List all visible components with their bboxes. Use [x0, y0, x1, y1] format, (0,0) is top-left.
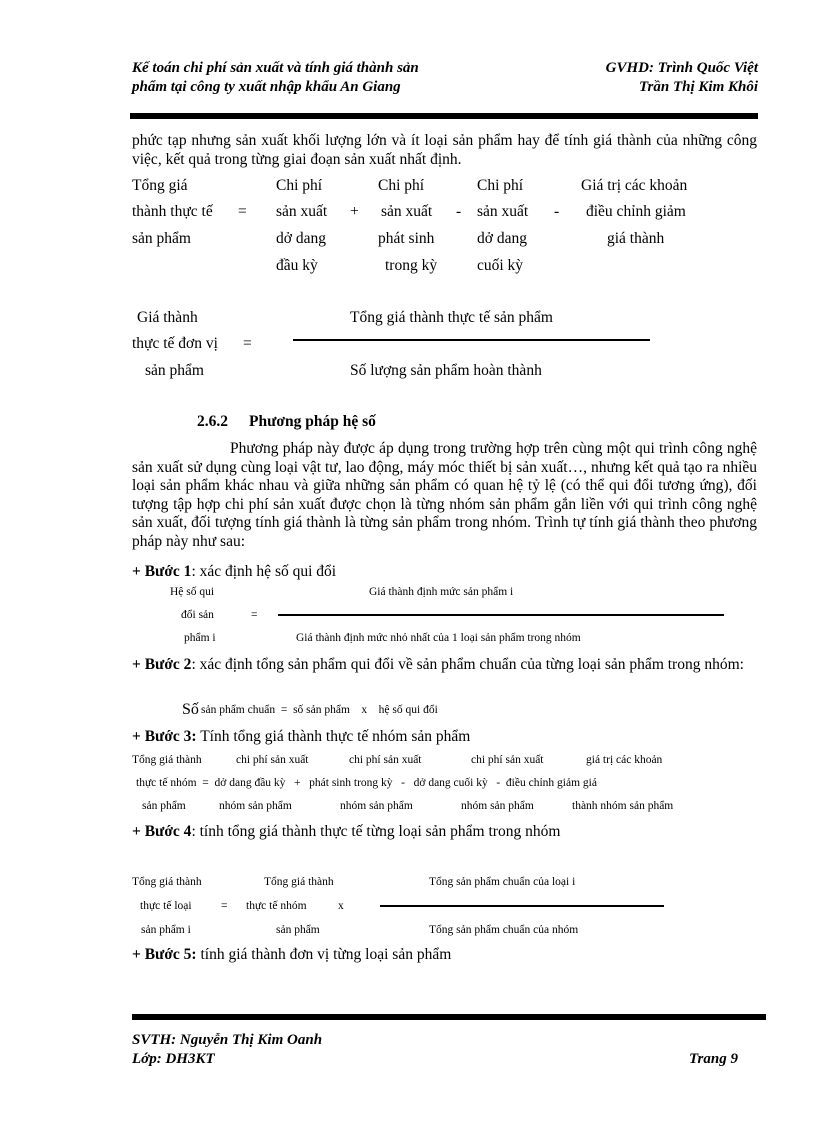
step2-heading — [132, 656, 757, 675]
step2-formula: sản phẩm chuẩn = số sản phẩm x hệ số qui đổi — [201, 704, 438, 716]
step5-text: tính giá thành đơn vị từng loại sản phẩm — [196, 946, 452, 963]
step4-mid-3: sản phẩm — [276, 924, 320, 936]
section-paragraph: Phương pháp này được áp dụng trong trường hợp trên cùng một qui trình công nghệ sản xuất sử dụng cùng loại vật tư, lao động, máy móc thiết bị sản xuất…, nhưng kết quả tạo ra nhiều loại sản phẩm khác nhau và giữa những sản phẩm có quan hệ tỷ lệ (có thể qui đổi tương ứng), đối tượng tập hợp chi phí sản xuất được chọn là từng nhóm sản phẩm gắn liền với qui trình công nghệ sản xuất, đối tượng tính giá thành là từng sản phẩm trong nhóm. Trình tự tính giá thành theo phương pháp này như sau: — [132, 440, 757, 550]
footer-rule — [132, 1014, 766, 1020]
header-supervisor-2: Trần Thị Kim Khôi — [638, 79, 758, 95]
formula1-col3-2: sản xuất — [477, 203, 529, 220]
step4-denominator: Tổng sản phẩm chuẩn của nhóm — [429, 924, 579, 936]
step4-mid-2: thực tế nhóm — [246, 900, 307, 912]
formula1-col3-3: dở dang — [477, 230, 527, 247]
step3-r1-c4: chi phí sản xuất — [471, 754, 544, 766]
formula1-col1-3: dở dang — [276, 230, 326, 247]
section-title: Phương pháp hệ số — [249, 413, 376, 430]
formula1-minus-2: - — [554, 203, 560, 220]
step3-r3-c5: thành nhóm sản phẩm — [572, 800, 674, 812]
formula1-plus: + — [350, 203, 359, 220]
step4-lhs-3: sản phẩm i — [141, 924, 191, 936]
step4-text: : tính tổng giá thành thực tế từng loại sản phẩm trong nhóm — [191, 823, 561, 840]
step3-r1-c3: chi phí sản xuất — [349, 754, 422, 766]
formula2-numerator: Tổng giá thành thực tế sản phẩm — [350, 309, 553, 326]
formula1-minus-1: - — [456, 203, 462, 220]
step1-text: : xác định hệ số qui đổi — [191, 563, 337, 580]
footer-page-number: Trang 9 — [688, 1051, 738, 1067]
section-number: 2.6.2 — [197, 413, 228, 430]
step1-label: + Bước 1 — [132, 563, 192, 580]
step4-lhs-2: thực tế loại — [140, 900, 192, 912]
step3-r3-c2: nhóm sản phẩm — [219, 800, 292, 812]
formula1-col3-1: Chi phí — [477, 177, 524, 194]
formula1-col2-3: phát sinh — [378, 230, 435, 247]
step1-lhs-1: Hệ số qui — [170, 586, 215, 598]
intro-paragraph: phức tạp nhưng sản xuất khối lượng lớn và ít loại sản phẩm hay để tính giá thành của những công việc, kết quả trong từng giai đoạn sản xuất nhất định. — [132, 132, 757, 168]
formula1-col1-2: sản xuất — [276, 203, 328, 220]
step3-text: Tính tổng giá thành thực tế nhóm sản phẩm — [196, 728, 471, 745]
step3-heading — [132, 728, 470, 746]
header-rule — [130, 113, 758, 119]
step5-label: + Bước 5: — [132, 946, 197, 963]
step1-lhs-2: đổi sản — [181, 609, 214, 621]
step3-row2: thực tế nhóm = dở dang đầu kỳ + phát sinh trong kỳ - dở dang cuối kỳ - điều chỉnh giảm giá — [136, 777, 597, 789]
step2-label: + Bước 2 — [132, 656, 192, 673]
step1-heading — [132, 563, 336, 581]
step4-mid-1: Tổng giá thành — [264, 876, 334, 888]
step4-numerator: Tổng sản phẩm chuẩn của loại i — [429, 876, 576, 888]
header-title-line2: phẩm tại công ty xuất nhập khẩu An Giang — [132, 79, 401, 95]
step1-fraction-line — [278, 614, 724, 616]
formula1-col1-4: đầu kỳ — [276, 257, 318, 274]
step3-r3-c4: nhóm sản phẩm — [461, 800, 534, 812]
formula1-col4-2: điều chỉnh giảm — [586, 203, 686, 220]
formula1-col4-3: giá thành — [607, 230, 665, 247]
step1-lhs-3: phẩm i — [184, 632, 216, 644]
step5-heading — [132, 946, 451, 964]
header-title-line1: Kế toán chi phí sản xuất và tính giá thành sản — [132, 60, 419, 76]
header-supervisor: GVHD: Trình Quốc Việt — [605, 60, 758, 76]
formula1-equals: = — [238, 203, 247, 220]
step3-r3-c3: nhóm sản phẩm — [340, 800, 413, 812]
formula1-col2-1: Chi phí — [378, 177, 425, 194]
formula1-col2-4: trong kỳ — [385, 257, 438, 274]
step4-label: + Bước 4 — [132, 823, 192, 840]
formula1-lhs-2: thành thực tế — [132, 203, 213, 220]
formula2-lhs-2: thực tế đơn vị — [132, 335, 218, 352]
footer-student: SVTH: Nguyễn Thị Kim Oanh — [132, 1032, 323, 1048]
step1-equals: = — [251, 609, 258, 621]
formula1-lhs-3: sản phẩm — [132, 230, 191, 247]
step1-numerator: Giá thành định mức sản phẩm i — [369, 586, 514, 598]
step4-lhs-1: Tổng giá thành — [132, 876, 202, 888]
formula2-lhs-1: Giá thành — [137, 309, 198, 326]
formula2-lhs-3: sản phẩm — [145, 362, 204, 379]
formula2-equals: = — [243, 335, 252, 352]
step3-label: + Bước 3: — [132, 728, 197, 745]
formula2-fraction-line — [293, 339, 650, 341]
formula1-lhs-1: Tổng giá — [132, 177, 188, 194]
step2-text: : xác định tổng sản phẩm qui đổi về sản phẩm chuẩn của từng loại sản phẩm trong nhóm: — [191, 656, 744, 673]
formula1-col1-1: Chi phí — [276, 177, 323, 194]
step3-r1-c2: chi phí sản xuất — [236, 754, 309, 766]
step3-r1-c5: giá trị các khoản — [586, 754, 663, 766]
formula1-col2-2: sản xuất — [381, 203, 433, 220]
formula1-col4-1: Giá trị các khoản — [581, 177, 688, 194]
step4-heading — [132, 823, 560, 841]
step4-equals: = — [221, 900, 228, 912]
step4-multiply: x — [338, 900, 344, 912]
step3-r3-c1: sản phẩm — [142, 800, 186, 812]
step4-fraction-line — [380, 905, 664, 907]
formula1-col3-4: cuối kỳ — [477, 257, 524, 274]
step2-big-word: Số — [182, 701, 199, 718]
footer-class: Lớp: DH3KT — [132, 1051, 215, 1067]
formula2-denominator: Số lượng sản phẩm hoàn thành — [350, 362, 542, 379]
step1-denominator: Giá thành định mức nhỏ nhất của 1 loại sản phẩm trong nhóm — [296, 632, 581, 644]
step3-r1-c1: Tổng giá thành — [132, 754, 202, 766]
